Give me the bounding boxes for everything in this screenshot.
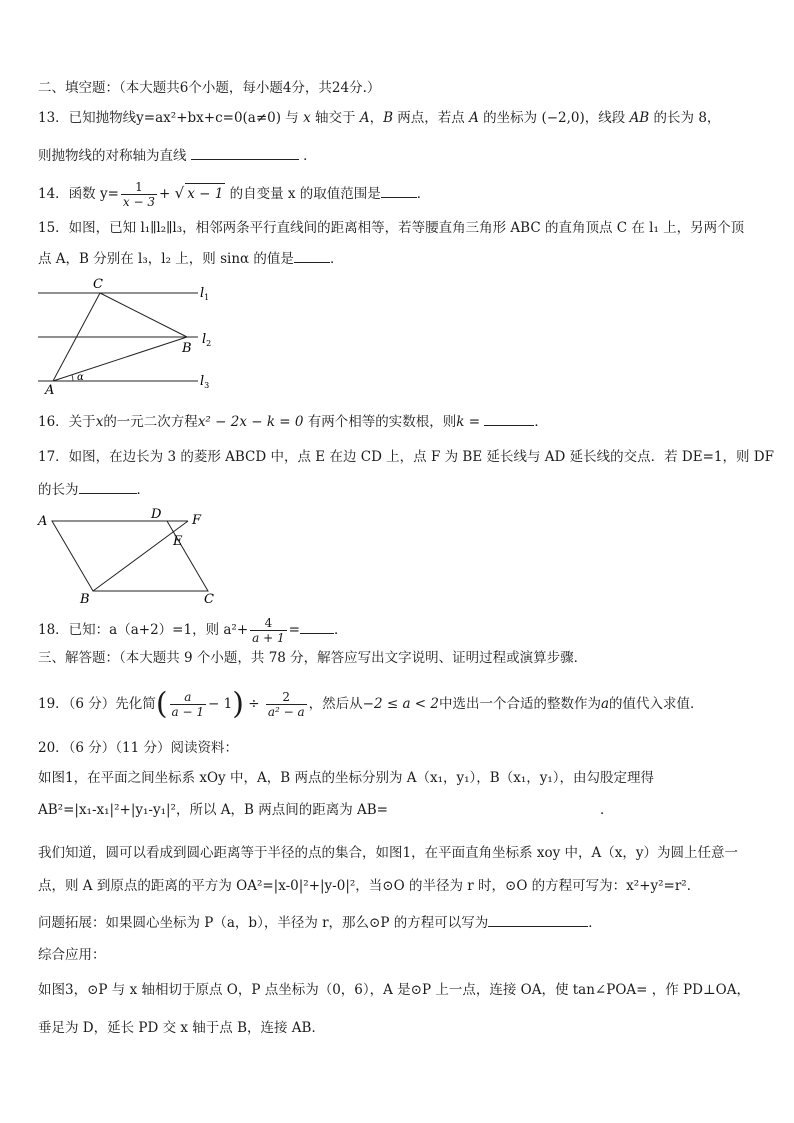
label-l3: $l_3$ — [200, 374, 210, 390]
side-cb — [100, 293, 187, 337]
angle-alpha-arc — [72, 375, 73, 381]
question-15-line-1: 15．如图，已知 l₁∥l₂∥l₃，相邻两条平行直线间的距离相等，若等腰直角三角形 ABC 的直角顶点 C 在 l₁ 上，另两个顶 — [38, 220, 745, 236]
answer-blank[interactable] — [484, 411, 534, 426]
segment-bf — [93, 521, 188, 591]
question-18: 18．已知：a（a+2）=1，则 a²+ $\frac{4}{a + 1}$ = ． — [38, 616, 348, 645]
rhombus-abcd — [52, 521, 208, 591]
fraction: $\frac{a}{a - 1}$ — [171, 690, 205, 719]
question-20-para-6: 综合应用： — [38, 947, 106, 963]
label-a: A — [38, 514, 48, 529]
question-17-line-1: 17．如图，在边长为 3 的菱形 ABCD 中，点 E 在边 CD 上，点 F 为 BE 延长线与 AD 延长线的交点．若 DE=1，则 DF — [38, 449, 774, 465]
label-b: B — [182, 341, 192, 356]
label-b: B — [80, 592, 90, 605]
radicand: x − 1 — [185, 183, 225, 204]
fraction: $\frac{2}{\text{a² − a}}$ — [267, 690, 305, 719]
question-13-line-1: 13．已知抛物线y=ax²+bx+c=0(a≠0) 与 x 轴交于 A，B 两点，若点 A 的坐标为 (−2,0)，线段 AB 的长为 8， — [38, 110, 721, 126]
label-a: A — [45, 383, 55, 395]
label-l1: $l_1$ — [200, 286, 210, 302]
fraction: $\frac{1}{x - 3}$ — [122, 180, 156, 209]
label-l2: $l_2$ — [202, 332, 212, 348]
label-alpha: α — [77, 372, 84, 383]
question-20-para-7: 如图3，⊙P 与 x 轴相切于原点 O，P 点坐标为（0，6），A 是⊙P 上一点，连接 OA，使 tan∠POA= ，作 PD⊥OA， — [38, 982, 750, 998]
question-20-para-8: 垂足为 D，延长 PD 交 x 轴于点 B，连接 AB． — [38, 1020, 325, 1036]
answer-blank[interactable] — [300, 619, 334, 634]
label-f: F — [192, 513, 202, 528]
answer-blank[interactable] — [294, 248, 330, 263]
answer-blank[interactable] — [191, 145, 299, 160]
rhombus-figure — [36, 505, 221, 605]
question-19: 19．（6 分）先化简( $\frac{a}{a - 1}$ − 1) ÷ $\frac{2}{\text{a² − a}}$ ，然后从−2 ≤ a < 2中选出一个合适的整数作为a的值代入求值． — [38, 686, 704, 722]
label-e: E — [173, 534, 183, 549]
answer-blank[interactable] — [381, 183, 417, 198]
question-20-title: 20．（6 分）（11 分）阅读资料： — [38, 740, 239, 756]
section-2-heading: 二、填空题：（本大题共6个小题，每小题4分，共24分.） — [38, 80, 381, 96]
question-20-para-4: 点，则 A 到原点的距离的平方为 OA²=|x-0|²+|y-0|²，当⊙O 的半径为 r 时，⊙O 的方程可写为：x²+y²=r²． — [38, 878, 701, 894]
answer-blank[interactable] — [79, 479, 137, 494]
question-17-line-2: 的长为 ． — [38, 479, 768, 500]
fraction: $\frac{4}{a + 1}$ — [252, 616, 285, 645]
label-c: C — [204, 592, 214, 605]
answer-blank[interactable] — [488, 912, 588, 927]
question-20-para-1: 如图1，在平面之间坐标系 xOy 中，A，B 两点的坐标分别为 A（x₁，y₁），B（x₁，y₁），由勾股定理得 — [38, 770, 655, 786]
section-3-heading: 三、解答题：（本大题共 9 个小题，共 78 分，解答应写出文字说明、证明过程或演算步骤． — [38, 650, 588, 666]
question-16: 16．关于x的一元二次方程x² − 2x − k = 0 有两个相等的实数根，则k = ． — [38, 411, 768, 432]
question-14: 14．函数 y= $\frac{1}{x - 3}$ + √ x − 1 的自变量 x 的取值范围是 ． — [38, 180, 431, 209]
question-20-para-5: 问题拓展：如果圆心坐标为 P（a，b），半径为 r，那么⊙P 的方程可以写为 ． — [38, 912, 768, 933]
question-20-para-2: AB²=|x₁-x₁|²+|y₁-y₁|²，所以 A，B 两点间的距离为 AB= ． — [38, 802, 614, 818]
question-20-para-3: 我们知道，圆可以看成到圆心距离等于半径的点的集合，如图1，在平面直角坐标系 xoy 中，A（x，y）为圆上任意一 — [38, 845, 739, 861]
label-d: D — [151, 507, 162, 522]
question-13-line-2: 则抛物线的对称轴为直线 ． — [38, 145, 768, 166]
parallel-lines-triangle-figure — [36, 277, 226, 395]
label-c: C — [93, 277, 103, 292]
question-15-line-2: 点 A，B 分别在 l₃，l₂ 上，则 sinα 的值是 ． — [38, 248, 768, 269]
